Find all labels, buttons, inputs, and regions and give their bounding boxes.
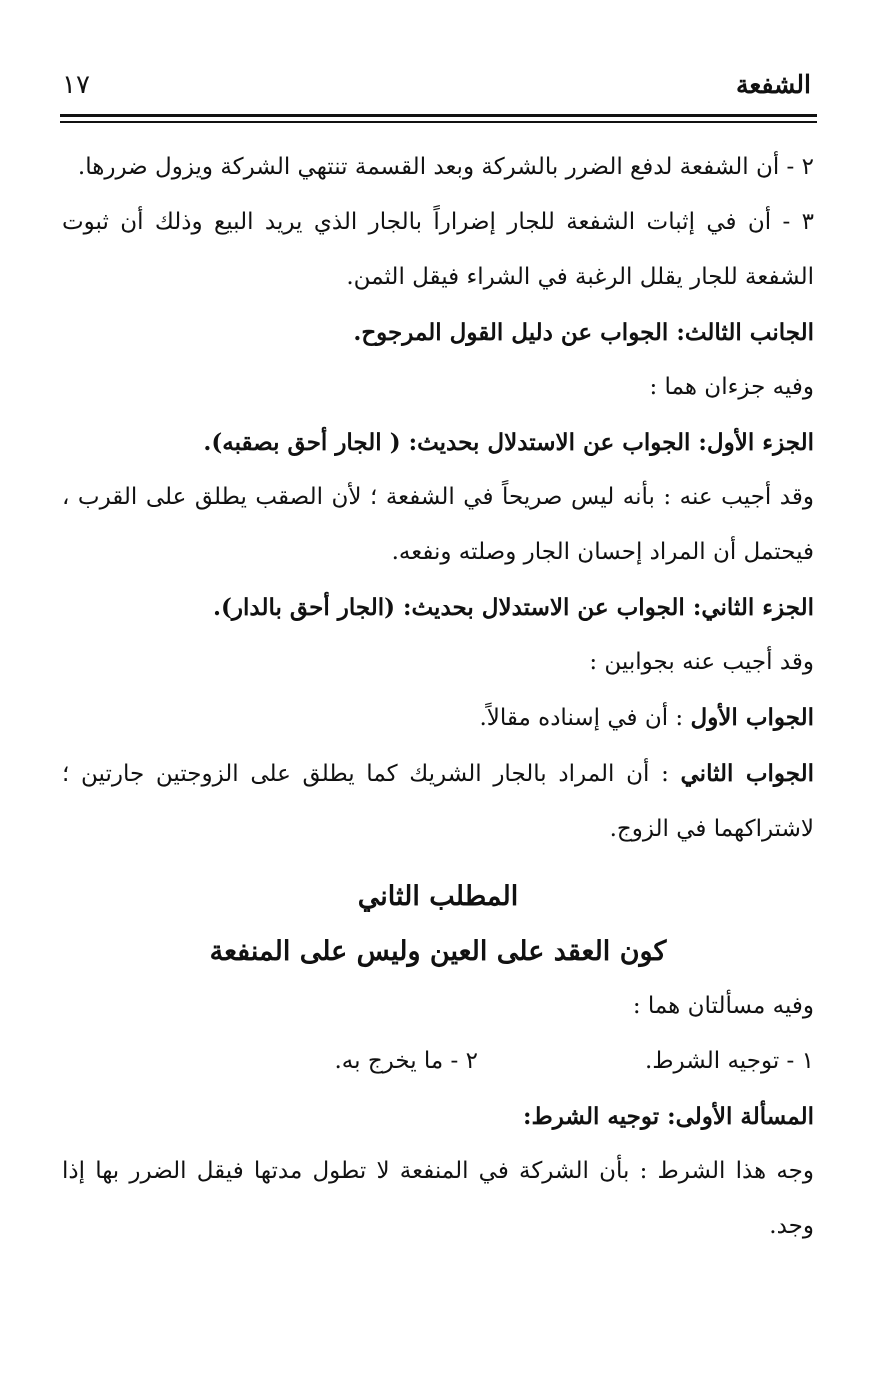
issue-list-item-1: ١ - توجيه الشرط. xyxy=(644,1048,814,1074)
answer-two-label: الجواب الثاني xyxy=(680,760,814,787)
paragraph-two-parts: وفيه جزءان هما : xyxy=(649,374,814,400)
paragraph-answer-two xyxy=(62,746,814,857)
heading-issue-one: المسألة الأولى: توجيه الشرط: xyxy=(522,1103,814,1130)
section-title: المطلب الثاني xyxy=(357,881,519,912)
paragraph-issue-one: وجه هذا الشرط : بأن الشركة في المنفعة لا تطول مدتها فيقل الضرر بها إذا وجد. xyxy=(62,1158,814,1239)
paragraph-two-issues: وفيه مسألتان هما : xyxy=(632,993,814,1019)
running-header-title: الشفعة xyxy=(736,70,811,99)
heading-part-one: الجزء الأول: الجواب عن الاستدلال بحديث: ( الجار أحق بصقبه). xyxy=(203,429,814,456)
paragraph-two-answers: وقد أجيب عنه بجوابين : xyxy=(589,649,814,675)
section-subtitle: كون العقد على العين وليس على المنفعة xyxy=(209,936,667,967)
header-rule-thin xyxy=(60,121,817,123)
issue-list xyxy=(62,1034,814,1089)
page-body xyxy=(62,140,814,1254)
header-rule-thick xyxy=(60,114,817,117)
heading-part-two: الجزء الثاني: الجواب عن الاستدلال بحديث: (الجار أحق بالدار). xyxy=(213,594,814,621)
paragraph-answer-one xyxy=(62,690,814,746)
paragraph-point-2: ٢ - أن الشفعة لدفع الضرر بالشركة وبعد القسمة تنتهي الشركة ويزول ضررها. xyxy=(77,154,814,180)
page-number: ١٧ xyxy=(62,70,90,100)
paragraph-point-3: ٣ - أن في إثبات الشفعة للجار إضراراً بالجار الذي يريد البيع وذلك أن ثبوت الشفعة للجار يقلل الرغبة في الشراء فيقل الثمن. xyxy=(62,209,814,290)
answer-one-label: الجواب الأول xyxy=(690,704,814,731)
answer-two-text: : أن المراد بالجار الشريك كما يطلق على الزوجتين جارتين ؛ لاشتراكهما في الزوج. xyxy=(62,761,814,842)
heading-third-side: الجانب الثالث: الجواب عن دليل القول المرجوح. xyxy=(353,319,814,346)
issue-list-item-2: ٢ - ما يخرج به. xyxy=(334,1048,478,1074)
answer-one-text: : أن في إسناده مقالاً. xyxy=(479,705,691,731)
paragraph-answer-part-one: وقد أجيب عنه : بأنه ليس صريحاً في الشفعة ؛ لأن الصقب يطلق على القرب ، فيحتمل أن المراد إحسان الجار وصلته ونفعه. xyxy=(62,484,814,565)
